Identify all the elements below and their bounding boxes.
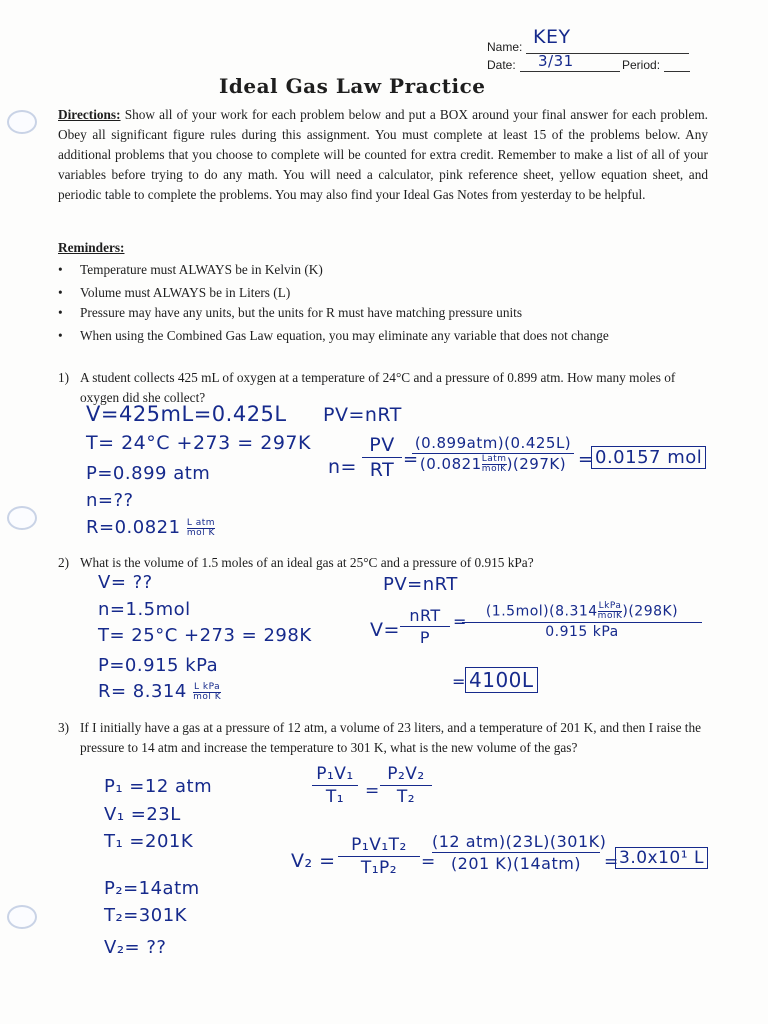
name-value: KEY [533, 26, 571, 48]
given-moles: n=1.5mol [98, 599, 191, 620]
problem-question: What is the volume of 1.5 moles of an ideal gas at 25°C and a pressure of 0.915 kPa? [80, 555, 534, 570]
given-temperature: T= 24°C +273 = 297K [86, 432, 311, 454]
substitution-fraction: (0.899atm)(0.425L) (0.0821 Latm molK)(297K) [412, 434, 574, 474]
problem-number: 2) [58, 555, 70, 570]
final-answer: 0.0157 mol [591, 446, 706, 469]
solve-lhs: V₂ = [291, 850, 336, 872]
name-label: Name: [487, 40, 523, 54]
problem-number: 3) [58, 720, 70, 735]
solve-lhs: n= [328, 456, 357, 478]
punch-hole-bottom [7, 905, 37, 929]
formula-fraction: nRT P [400, 606, 450, 647]
given-pressure: P=0.915 kPa [98, 655, 219, 676]
equals-sign: = [453, 612, 467, 631]
punch-hole-top [7, 110, 37, 134]
reminders-label: Reminders: [58, 240, 125, 255]
substitution-fraction: (1.5mol)(8.314 LkPa molK)(298K) 0.915 kPa [462, 602, 702, 640]
equals-sign: = [403, 449, 419, 470]
given-volume: V=425mL=0.425L [86, 402, 287, 426]
directions-text: Show all of your work for each problem below and put a BOX around your final answer for each problem. Obey all significant figure rules during this assignment. You must complete at least 15 of the problems below. Any additional problems that you choose to complete will be counted for extra credit. Remember to make a list of all of your variables before trying to do any math. You will need a calculator, pink reference sheet, yellow equation sheet, and periodic table to complete the problems. You may also find your Ideal Gas Notes from yesterday to be helpful. [58, 107, 709, 202]
problem-question: A student collects 425 mL of oxygen at a temperature of 24°C and a pressure of 0.899 atm. How many moles of oxygen did she collect? [80, 370, 676, 405]
unknown-moles: n=?? [86, 490, 134, 511]
initial-pressure: P₁ =12 atm [104, 776, 213, 797]
directions [58, 105, 708, 205]
punch-hole-middle [7, 506, 37, 530]
equals-sign: = [578, 449, 594, 470]
combined-gas-law-left: P₁V₁ T₁ [312, 764, 358, 807]
problem-number: 1) [58, 370, 70, 385]
initial-volume: V₁ =23L [104, 804, 181, 825]
equals-sign: = [604, 852, 619, 872]
final-temperature: T₂=301K [104, 905, 187, 926]
substitution-fraction: (12 atm)(23L)(301K) (201 K)(14atm) [432, 832, 607, 873]
date-line [520, 71, 620, 72]
equals-sign: = [365, 781, 380, 801]
solve-lhs: V= [370, 619, 400, 641]
directions-label: Directions: [58, 107, 121, 122]
problem-question: If I initially have a gas at a pressure of 12 atm, a volume of 23 liters, and a temperature of 201 K, and then I raise the pressure to 14 atm and increase the temperature to 301 K, what is the new volume of the gas? [80, 720, 702, 755]
unknown-final-volume: V₂= ?? [104, 937, 167, 958]
period-line [664, 71, 690, 72]
given-temperature: T= 25°C +273 = 298K [98, 625, 312, 646]
ideal-gas-equation: PV=nRT [323, 404, 402, 426]
equals-sign: = [421, 852, 436, 872]
equals-sign: = [452, 672, 466, 691]
date-value: 3/31 [538, 52, 574, 70]
initial-temperature: T₁ =201K [104, 831, 194, 852]
formula-fraction: P₁V₁T₂ T₁P₂ [338, 835, 420, 878]
problem-2 [58, 553, 708, 573]
gas-constant: R= 8.314 L kPa mol K [98, 681, 222, 702]
gas-constant: R=0.0821 L atm mol K [86, 517, 215, 538]
final-answer: 3.0x10¹ L [615, 847, 708, 869]
problem-3 [58, 718, 708, 758]
formula-fraction: PV RT [362, 434, 402, 481]
ideal-gas-equation: PV=nRT [383, 574, 458, 595]
final-answer: 4100L [465, 667, 538, 693]
period-label: Period: [622, 58, 661, 72]
page-title: Ideal Gas Law Practice [219, 74, 486, 98]
final-pressure: P₂=14atm [104, 878, 200, 899]
unknown-volume: V= ?? [98, 572, 153, 593]
given-pressure: P=0.899 atm [86, 463, 211, 484]
combined-gas-law-right: P₂V₂ T₂ [380, 764, 432, 807]
date-label: Date: [487, 58, 516, 72]
